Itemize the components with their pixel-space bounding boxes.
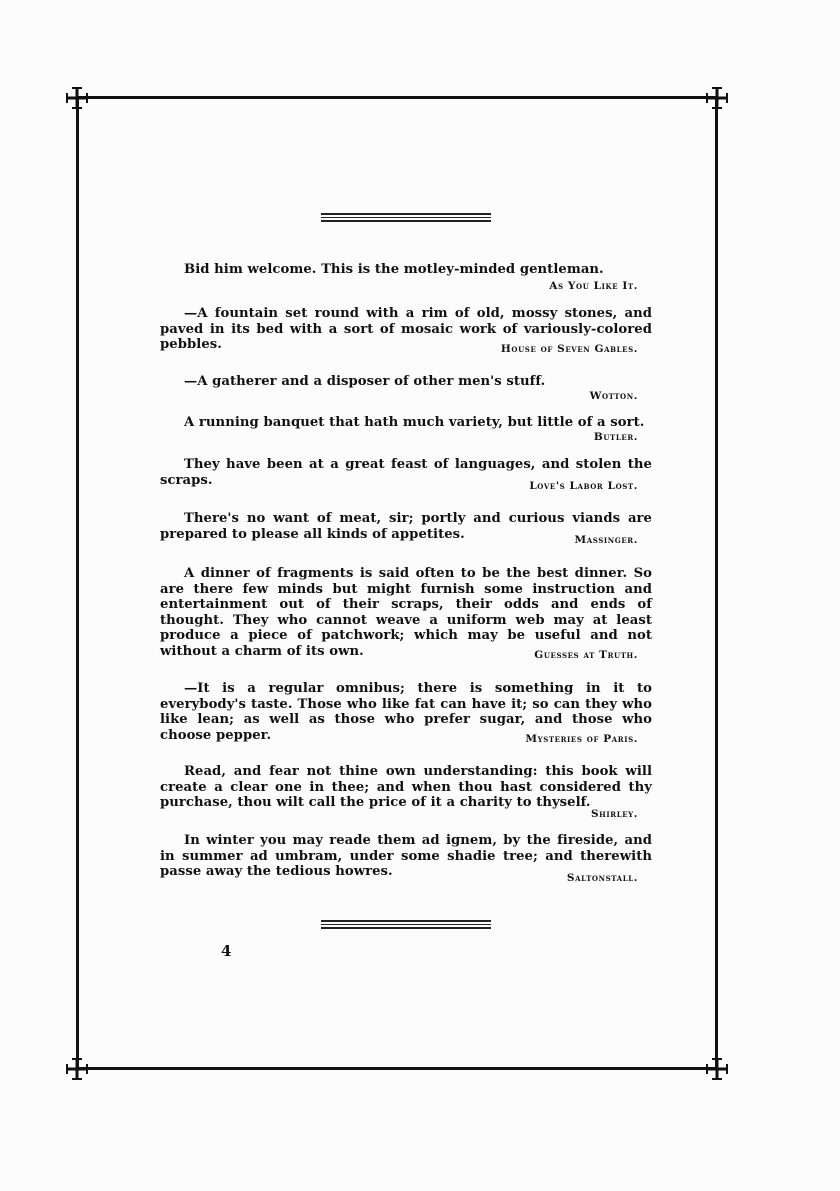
quote-source: Mysteries of Paris.	[525, 733, 638, 745]
corner-ornament-icon	[706, 87, 728, 109]
border-bottom	[76, 1067, 718, 1070]
quote-text: Bid him welcome. This is the motley-minded gentleman.	[184, 262, 604, 277]
quote-text: They have been at a great feast of languages, and stolen the scraps.	[160, 457, 652, 488]
corner-ornament-icon	[66, 1058, 88, 1080]
quote-text: —A fountain set round with a rim of old, mossy stones, and paved in its bed with a sort of mosaic work of variously-colored pebbles.	[160, 306, 652, 353]
quote-source: Saltonstall.	[566, 872, 638, 884]
quote-text: —It is a regular omnibus; there is something in it to everybody's taste. Those who like fat can have it; so can they who like lean; as well as those who prefer sugar, and those who choose pepper.	[160, 681, 652, 743]
quote-source: Massinger.	[574, 534, 638, 546]
corner-ornament-icon	[66, 87, 88, 109]
border-top	[76, 96, 718, 99]
quote-source: Wotton.	[589, 390, 638, 402]
quote-source: Shirley.	[591, 808, 638, 820]
decorative-rule-top	[321, 213, 491, 222]
quote-source: Guesses at Truth.	[534, 649, 638, 661]
corner-ornament-icon	[706, 1058, 728, 1080]
quote-7	[160, 566, 652, 660]
border-right	[715, 96, 718, 1070]
quote-source: As You Like It.	[549, 280, 638, 292]
quote-3	[160, 374, 652, 390]
quote-text: —A gatherer and a disposer of other men's stuff.	[184, 374, 546, 389]
border-left	[76, 96, 79, 1070]
quote-text: A dinner of fragments is said often to be the best dinner. So are there few minds but might furnish some instruction and entertainment out of their scraps, their odds and ends of thought. They who cannot weave a uniform web may at least produce a piece of patchwork; which may be useful and not without a charm of its own.	[160, 566, 652, 659]
quote-text: In winter you may reade them ad ignem, by the fireside, and in summer ad umbram, under some shadie tree; and therewith passe away the tedious howres.	[160, 833, 652, 880]
quote-4	[160, 415, 652, 431]
quote-source: Butler.	[593, 431, 638, 443]
quote-source: Love's Labor Lost.	[529, 480, 638, 492]
quote-text: There's no want of meat, sir; portly and curious viands are prepared to please all kinds of appetites.	[160, 511, 652, 542]
quote-9	[160, 764, 652, 811]
quote-text: A running banquet that hath much variety, but little of a sort.	[184, 415, 645, 430]
quote-1	[160, 262, 652, 278]
quote-source: House of Seven Gables.	[500, 343, 638, 355]
quote-text: Read, and fear not thine own understanding: this book will create a clear one in thee; and when thou hast considered thy purchase, thou wilt call the price of it a charity to thyself.	[160, 764, 652, 811]
decorative-rule-bottom	[321, 920, 491, 929]
page-number: 4	[221, 942, 232, 960]
